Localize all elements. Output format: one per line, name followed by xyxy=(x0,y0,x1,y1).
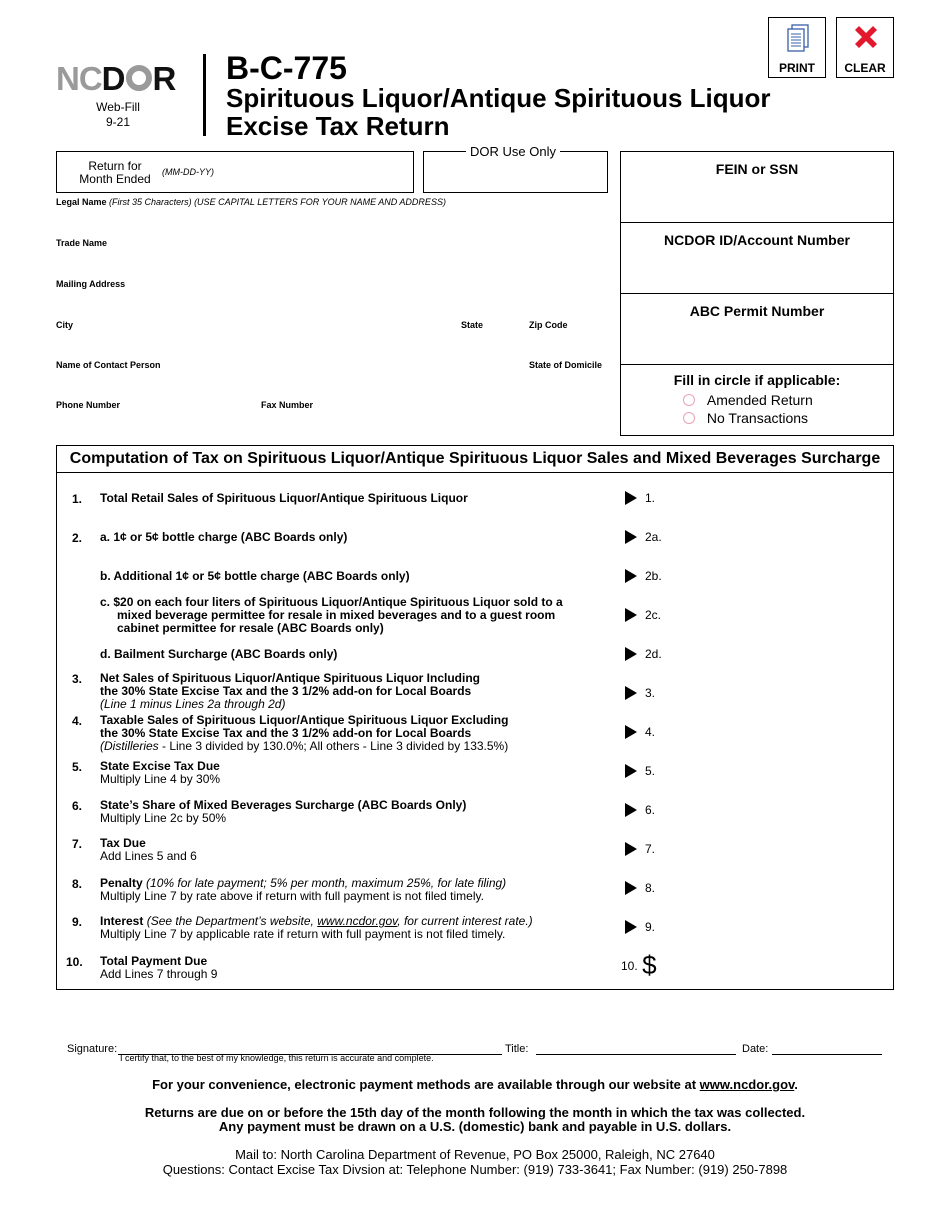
line-9-number: 9. xyxy=(72,915,83,929)
line-2-number: 2. xyxy=(72,531,83,545)
line-4-entry[interactable] xyxy=(625,725,655,739)
certification-text: I certify that, to the best of my knowledge, this return is accurate and complete. xyxy=(120,1053,434,1063)
line-3-text1: Net Sales of Spirituous Liquor/Antique Spirituous Liquor Including xyxy=(100,671,480,685)
contact-person-label: Name of Contact Person xyxy=(56,360,161,370)
line-6-number: 6. xyxy=(72,799,83,813)
ncdor-website-link[interactable]: www.ncdor.gov xyxy=(317,914,398,928)
line-9-entry[interactable] xyxy=(625,920,655,934)
line-5-ref: 5. xyxy=(645,764,656,778)
title-line[interactable] xyxy=(536,1043,736,1055)
arrow-icon xyxy=(625,725,637,739)
line-9-note-b: , for current interest rate.) xyxy=(397,914,533,928)
line-5-note: Multiply Line 4 by 30% xyxy=(100,772,221,786)
fax-number-label: Fax Number xyxy=(261,400,314,410)
zip-code-label: Zip Code xyxy=(529,320,568,330)
line-10-label xyxy=(100,955,217,981)
logo-o-ring xyxy=(126,65,152,91)
line-10-ref: 10. xyxy=(621,959,638,973)
line-10-entry[interactable] xyxy=(621,950,657,981)
line-9-text: Interest xyxy=(100,914,144,928)
due-line-2: Any payment must be drawn on a U.S. (domestic) bank and payable in U.S. dollars. xyxy=(218,1119,732,1134)
line-7-number: 7. xyxy=(72,837,83,851)
line-7-entry[interactable] xyxy=(625,842,655,856)
line-4-note-italic: (Distilleries xyxy=(100,739,159,753)
line-7-text: Tax Due xyxy=(100,836,146,850)
line-10-note: Add Lines 7 through 9 xyxy=(100,967,218,981)
date-label: Date: xyxy=(742,1043,769,1055)
phone-number-label: Phone Number xyxy=(56,400,121,410)
line-2d-entry[interactable] xyxy=(625,647,662,661)
revision-label: 9-21 xyxy=(105,115,131,129)
line-2d-label: d. Bailment Surcharge (ABC Boards only) xyxy=(100,647,338,661)
line-8-text: Penalty xyxy=(100,876,143,890)
abc-permit-label: ABC Permit Number xyxy=(689,303,825,319)
line-3-number: 3. xyxy=(72,672,83,686)
arrow-icon xyxy=(625,647,637,661)
line-6-label xyxy=(100,799,466,825)
no-transactions-radio[interactable] xyxy=(683,412,695,424)
line-2d-ref: 2d. xyxy=(645,647,662,661)
print-button[interactable] xyxy=(768,17,826,78)
line-10-text: Total Payment Due xyxy=(100,954,208,968)
line-4-label xyxy=(100,714,508,753)
line-8-label xyxy=(100,877,506,903)
arrow-icon xyxy=(625,920,637,934)
line-3-entry[interactable] xyxy=(625,686,655,700)
form-title-line1: Spirituous Liquor/Antique Spirituous Liquor xyxy=(226,83,771,113)
return-for-line2: Month Ended xyxy=(79,172,151,186)
arrow-icon xyxy=(625,608,637,622)
trade-name-label: Trade Name xyxy=(56,238,108,248)
dollar-sign: $ xyxy=(642,950,657,980)
line-6-text: State’s Share of Mixed Beverages Surcharge (ABC Boards Only) xyxy=(100,798,467,812)
arrow-icon xyxy=(625,764,637,778)
header-divider xyxy=(203,54,206,136)
line-8-note: Multiply Line 7 by rate above if return with full payment is not filed timely. xyxy=(100,889,484,903)
line-4-text1: Taxable Sales of Spirituous Liquor/Antique Spirituous Liquor Excluding xyxy=(100,713,509,727)
mailing-address-label: Mailing Address xyxy=(56,279,126,289)
return-for-label xyxy=(62,160,168,186)
ncdor-id-label: NCDOR ID/Account Number xyxy=(664,232,850,248)
line-1-label: Total Retail Sales of Spirituous Liquor/Antique Spirituous Liquor xyxy=(100,491,468,505)
line-5-text: State Excise Tax Due xyxy=(100,759,220,773)
no-transactions-label: No Transactions xyxy=(706,410,809,426)
questions-contact: Questions: Contact Excise Tax Divsion at: Telephone Number: (919) 733-3641; Fax Number: (919) 250-7898 xyxy=(162,1162,788,1177)
title-label: Title: xyxy=(505,1043,529,1055)
line-9-label xyxy=(100,915,533,941)
line-3-ref: 3. xyxy=(645,686,656,700)
line-7-label xyxy=(100,837,197,863)
web-fill-label: Web-Fill xyxy=(96,100,140,114)
line-1-number: 1. xyxy=(72,492,83,506)
logo-nc: NC xyxy=(56,60,102,97)
line-8-number: 8. xyxy=(72,877,83,891)
amended-options-box xyxy=(620,364,894,436)
form-title-line2: Excise Tax Return xyxy=(226,111,450,141)
convenience-text: For your convenience, electronic payment methods are available through our website at xyxy=(152,1077,700,1092)
return-for-line1: Return for xyxy=(88,159,142,173)
due-line-1: Returns are due on or before the 15th day of the month following the month in which the tax was collected. xyxy=(144,1105,806,1120)
line-1-entry[interactable] xyxy=(625,491,655,505)
convenience-note xyxy=(0,1077,950,1092)
web-fill-version xyxy=(86,100,150,130)
legal-name-label: Legal Name xyxy=(56,197,107,207)
line-2c-text3: cabinet permittee for resale (ABC Boards only) xyxy=(117,621,384,635)
clear-x-icon xyxy=(851,23,881,53)
line-5-label xyxy=(100,760,220,786)
arrow-icon xyxy=(625,842,637,856)
line-1-ref: 1. xyxy=(645,491,656,505)
line-6-entry[interactable] xyxy=(625,803,655,817)
arrow-icon xyxy=(625,569,637,583)
line-7-ref: 7. xyxy=(645,842,656,856)
line-3-label xyxy=(100,672,480,711)
line-8-entry[interactable] xyxy=(625,881,655,895)
line-3-note: (Line 1 minus Lines 2a through 2d) xyxy=(100,697,286,711)
ncdor-id-box[interactable] xyxy=(620,222,894,295)
line-2a-label: a. 1¢ or 5¢ bottle charge (ABC Boards only) xyxy=(100,530,348,544)
dor-use-only-label: DOR Use Only xyxy=(466,144,560,159)
line-2b-label: b. Additional 1¢ or 5¢ bottle charge (ABC Boards only) xyxy=(100,569,410,583)
legal-name-field[interactable] xyxy=(56,197,446,207)
ncdor-logo xyxy=(56,62,175,95)
line-9-note: Multiply Line 7 by applicable rate if return with full payment is not filed timely. xyxy=(100,927,506,941)
print-icon xyxy=(783,23,813,57)
line-3-text2: the 30% State Excise Tax and the 3 1/2% add-on for Local Boards xyxy=(100,684,472,698)
state-of-domicile-label: State of Domicile xyxy=(529,360,603,370)
fein-box[interactable] xyxy=(620,151,894,224)
line-9-note-a: (See the Department’s website, xyxy=(143,914,318,928)
arrow-icon xyxy=(625,530,637,544)
amended-return-radio[interactable] xyxy=(683,394,695,406)
signature-label: Signature: xyxy=(67,1043,118,1055)
line-9-ref: 9. xyxy=(645,920,656,934)
no-transactions-option[interactable] xyxy=(683,410,893,426)
amended-return-label: Amended Return xyxy=(706,392,813,408)
computation-heading: Computation of Tax on Spirituous Liquor/Antique Spirituous Liquor Sales and Mixed Beverages Surcharge xyxy=(56,445,894,473)
arrow-icon xyxy=(625,881,637,895)
arrow-icon xyxy=(625,686,637,700)
mailing-info xyxy=(0,1147,950,1177)
date-line[interactable] xyxy=(772,1043,882,1055)
line-7-note: Add Lines 5 and 6 xyxy=(100,849,197,863)
fill-circle-label: Fill in circle if applicable: xyxy=(673,372,841,388)
line-8-rate-note: (10% for late payment; 5% per month, maximum 25%, for late filing) xyxy=(142,876,507,890)
mail-to-address: Mail to: North Carolina Department of Revenue, PO Box 25000, Raleigh, NC 27640 xyxy=(235,1147,715,1162)
line-2c-entry[interactable] xyxy=(625,608,661,622)
line-4-note: - Line 3 divided by 130.0%; All others - Line 3 divided by 133.5%) xyxy=(158,739,509,753)
line-8-ref: 8. xyxy=(645,881,656,895)
date-format-hint: (MM-DD-YY) xyxy=(162,167,214,177)
due-date-note xyxy=(0,1106,950,1134)
line-5-number: 5. xyxy=(72,760,83,774)
fein-label: FEIN or SSN xyxy=(715,161,799,177)
clear-button[interactable] xyxy=(836,17,894,78)
line-5-entry[interactable] xyxy=(625,764,655,778)
line-4-number: 4. xyxy=(72,714,83,728)
line-2c-text1: c. $20 on each four liters of Spirituous Liquor/Antique Spirituous Liquor sold to a xyxy=(100,595,563,609)
line-2b-entry[interactable] xyxy=(625,569,662,583)
line-4-ref: 4. xyxy=(645,725,656,739)
line-2b-ref: 2b. xyxy=(645,569,662,583)
state-label: State xyxy=(461,320,484,330)
arrow-icon xyxy=(625,803,637,817)
convenience-period: . xyxy=(794,1077,798,1092)
clear-label: CLEAR xyxy=(844,61,886,75)
footer-website-link[interactable]: www.ncdor.gov xyxy=(699,1077,795,1092)
arrow-icon xyxy=(625,491,637,505)
line-10-number: 10. xyxy=(66,955,83,969)
line-2a-entry[interactable] xyxy=(625,530,662,544)
line-2c-ref: 2c. xyxy=(645,608,662,622)
form-title xyxy=(226,84,771,140)
line-4-text2: the 30% State Excise Tax and the 3 1/2% add-on for Local Boards xyxy=(100,726,472,740)
line-2a-ref: 2a. xyxy=(645,530,662,544)
logo-r: R xyxy=(152,60,176,97)
legal-name-note: (First 35 Characters) (USE CAPITAL LETTERS FOR YOUR NAME AND ADDRESS) xyxy=(109,197,446,207)
print-label: PRINT xyxy=(779,61,815,75)
abc-permit-box[interactable] xyxy=(620,293,894,366)
logo-d: D xyxy=(101,60,125,97)
line-2c-label xyxy=(100,596,563,635)
city-label: City xyxy=(56,320,74,330)
form-number: B-C-775 xyxy=(226,50,347,86)
line-6-note: Multiply Line 2c by 50% xyxy=(100,811,227,825)
line-6-ref: 6. xyxy=(645,803,656,817)
line-2c-text2: mixed beverage permittee for resale in mixed beverages and to a guest room xyxy=(117,608,556,622)
amended-return-option[interactable] xyxy=(683,392,893,408)
